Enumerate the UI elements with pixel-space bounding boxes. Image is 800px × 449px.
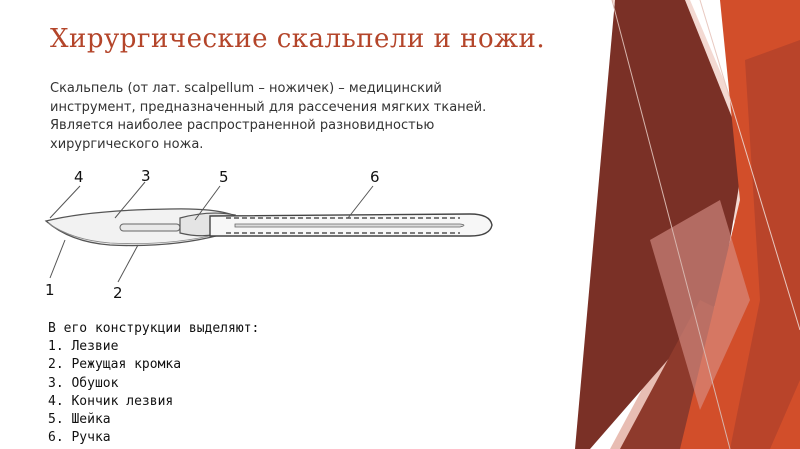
- page-title: Хирургические скальпели и ножи.: [50, 24, 546, 54]
- description-line: инструмент, предназначенный для рассечения мягких тканей.: [50, 99, 487, 115]
- list-item: 2. Режущая кромка: [48, 357, 182, 373]
- scalpel-diagram: [30, 160, 510, 310]
- callout-3: 3: [141, 167, 151, 185]
- parts-list: [48, 320, 368, 447]
- description-paragraph: [50, 80, 570, 154]
- callout-line-1: [50, 240, 65, 278]
- description-line: Скальпель (от лат. scalpellum – ножичек) – медицинский: [50, 81, 442, 96]
- scalpel-drawing: [46, 209, 492, 246]
- callout-6: 6: [370, 168, 380, 186]
- list-item: 4. Кончик лезвия: [48, 393, 174, 409]
- callout-1: 1: [45, 281, 55, 299]
- list-item: 1. Лезвие: [48, 339, 119, 355]
- handle-groove: [235, 224, 464, 227]
- callout-2: 2: [113, 284, 123, 302]
- list-item: 5. Шейка: [48, 412, 111, 428]
- callout-line-2: [118, 245, 138, 282]
- list-item: 3. Обушок: [48, 375, 119, 391]
- list-item: 6. Ручка: [48, 430, 111, 446]
- callout-line-6: [348, 186, 373, 218]
- callout-4: 4: [74, 168, 84, 186]
- description-line: Является наиболее распространенной разновидностью: [50, 118, 435, 133]
- description-line: хирургического ножа.: [50, 136, 204, 152]
- parts-intro: В его конструкции выделяют:: [48, 321, 260, 336]
- blade-slot: [120, 224, 180, 231]
- callout-5: 5: [219, 168, 229, 186]
- callout-line-4: [50, 186, 80, 218]
